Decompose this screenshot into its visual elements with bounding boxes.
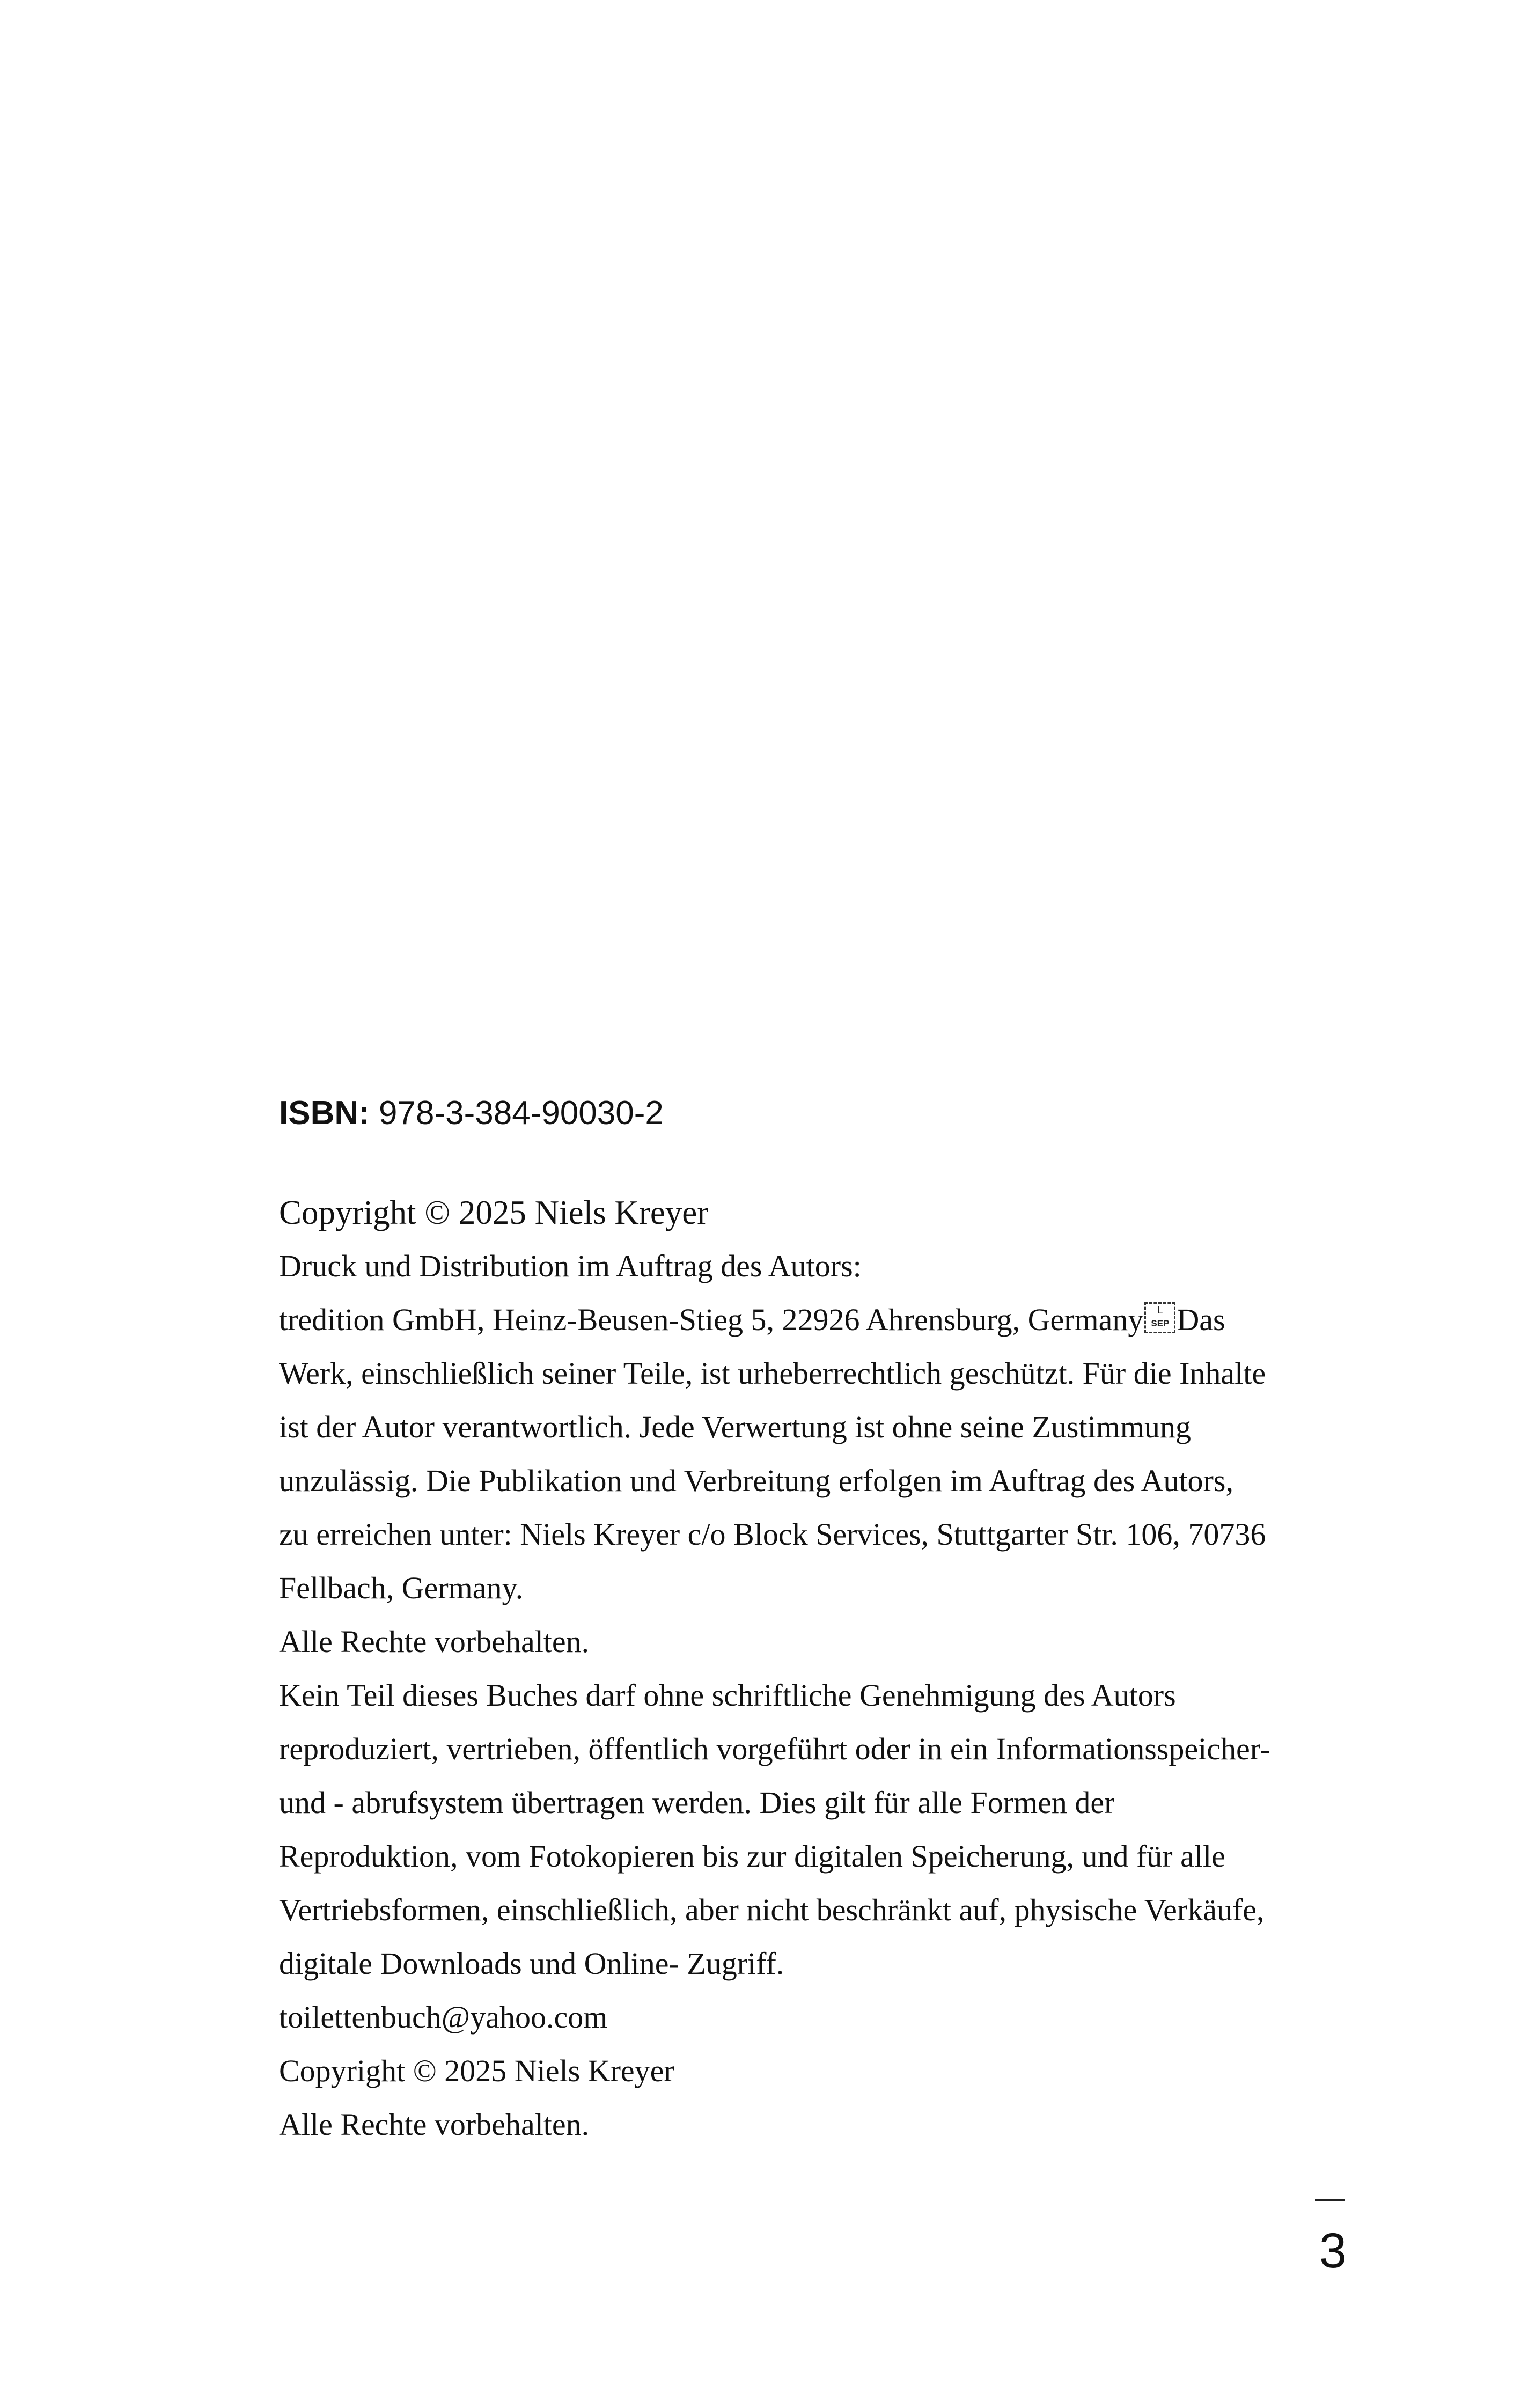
imprint-line-14: digitale Downloads und Online- Zugriff. bbox=[279, 1946, 784, 1981]
imprint-line-1: Druck und Distribution im Auftrag des Autors: bbox=[279, 1249, 862, 1283]
copyright-repeat: Copyright © 2025 Niels Kreyer bbox=[279, 2053, 674, 2088]
separator-bottom-text: SEP bbox=[1151, 1318, 1170, 1328]
imprint-line-3: Werk, einschließlich seiner Teile, ist urheberrechtlich geschützt. Für die Inhalte bbox=[279, 1356, 1266, 1391]
separator-top-text: L bbox=[1157, 1305, 1163, 1316]
imprint-line-5: unzulässig. Die Publikation und Verbreitung erfolgen im Auftrag des Autors, bbox=[279, 1463, 1233, 1498]
page-number-dash bbox=[1315, 2199, 1345, 2201]
imprint-line-8: Alle Rechte vorbehalten. bbox=[279, 1624, 590, 1659]
imprint-line-2-continuation: Das bbox=[1177, 1302, 1225, 1337]
imprint-line-12: Reproduktion, vom Fotokopieren bis zur digitalen Speicherung, und für alle bbox=[279, 1839, 1225, 1874]
isbn-value: 978-3-384-90030-2 bbox=[379, 1095, 664, 1132]
isbn-line bbox=[279, 1089, 1352, 1137]
imprint-line-4: ist der Autor verantwortlich. Jede Verwertung ist ohne seine Zustimmung bbox=[279, 1409, 1191, 1444]
imprint-line-9: Kein Teil dieses Buches darf ohne schriftliche Genehmigung des Autors bbox=[279, 1678, 1176, 1713]
imprint-line-7: Fellbach, Germany. bbox=[279, 1570, 524, 1605]
imprint-line-10: reproduziert, vertrieben, öffentlich vorgeführt oder in ein Informationsspeicher- bbox=[279, 1731, 1270, 1766]
publisher-address: tredition GmbH, Heinz-Beusen-Stieg 5, 22926 Ahrensburg, Germany bbox=[279, 1302, 1144, 1337]
imprint-line-13: Vertriebsformen, einschließlich, aber nicht beschränkt auf, physische Verkäufe, bbox=[279, 1892, 1265, 1927]
contact-email: toilettenbuch@yahoo.com bbox=[279, 2000, 608, 2035]
imprint-block bbox=[279, 1089, 1352, 2152]
rights-repeat: Alle Rechte vorbehalten. bbox=[279, 2107, 590, 2142]
imprint-line-11: und - abrufsystem übertragen werden. Dies gilt für alle Formen der bbox=[279, 1785, 1115, 1820]
page-number: 3 bbox=[1319, 2223, 1347, 2278]
copyright-heading: Copyright © 2025 Niels Kreyer bbox=[279, 1194, 709, 1231]
imprint-line-6: zu erreichen unter: Niels Kreyer c/o Block Services, Stuttgarter Str. 106, 70736 bbox=[279, 1517, 1266, 1552]
imprint-line-2 bbox=[279, 1293, 1352, 1347]
isbn-label: ISBN: bbox=[279, 1095, 370, 1132]
line-separator-icon bbox=[1144, 1302, 1175, 1333]
